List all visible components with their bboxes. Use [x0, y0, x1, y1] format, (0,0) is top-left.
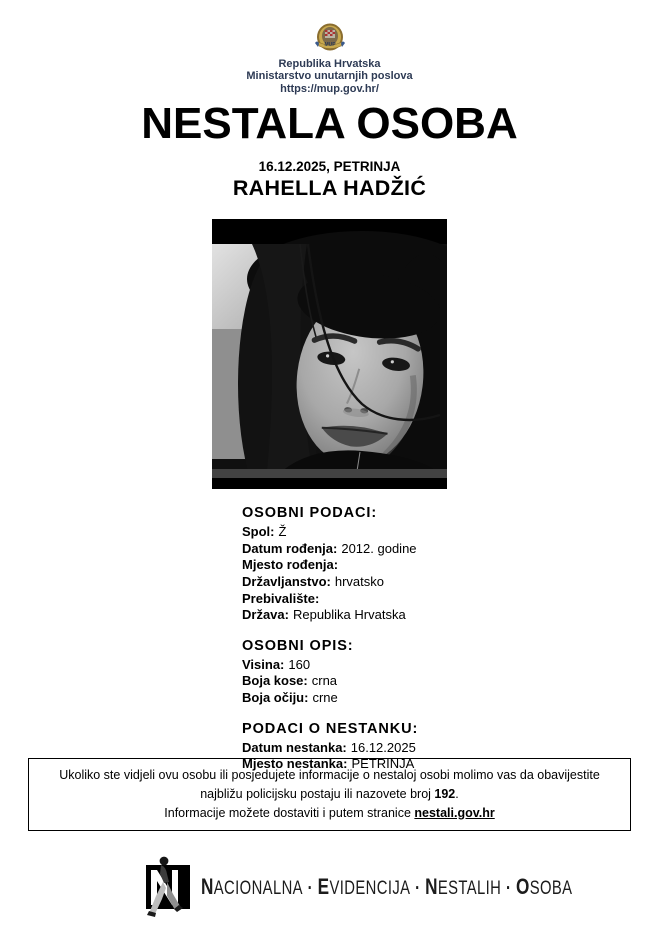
row-value: Ž [278, 524, 287, 540]
section-heading: OSOBNI PODACI: [242, 505, 378, 522]
contact-notice-box [28, 758, 631, 831]
info-row-boja-ociju [242, 690, 447, 707]
row-label: Spol: [242, 524, 275, 540]
info-row-prebivaliste [242, 591, 447, 608]
row-value: Republika Hrvatska [292, 607, 406, 623]
missing-person-photo [212, 219, 447, 489]
info-row-boja-kose [242, 673, 447, 690]
row-value: 160 [288, 656, 311, 672]
section-heading: PODACI O NESTANKU: [242, 720, 419, 737]
gov-url: https://mup.gov.hr/ [280, 82, 379, 95]
row-label: Boja kose: [242, 673, 308, 689]
info-row-drzavljanstvo [242, 574, 447, 591]
notice-text: Ukoliko ste vidjeli ovu osobu ili posjedujete informacije o nestaloj osobi molimo vas da obavijestite najbližu policijsku postaju ili nazovete broj [59, 768, 600, 801]
registry-logo-text [201, 874, 572, 900]
section-personal-description [242, 638, 447, 707]
row-value: PETRINJA [351, 756, 415, 772]
row-label: Boja očiju: [242, 689, 309, 705]
info-row-spol [242, 524, 447, 541]
logo-word: NACIONALNA [201, 874, 303, 899]
row-value: 2012. godine [341, 540, 417, 556]
notice-period: . [455, 786, 459, 801]
nestali-gov-hr-link[interactable]: nestali.gov.hr [414, 805, 495, 820]
logo-separator: · [505, 878, 512, 899]
row-value: crna [311, 673, 338, 689]
info-column [212, 505, 447, 773]
row-label: Datum rođenja: [242, 540, 338, 556]
gov-header [0, 0, 659, 95]
row-value: crne [312, 689, 338, 705]
row-label: Visina: [242, 656, 285, 672]
notice-text-2: Informacije možete dostaviti i putem stranice [164, 805, 411, 820]
info-row-datum-nestanka [242, 740, 447, 757]
row-label: Prebivalište: [242, 590, 320, 606]
row-label: Mjesto nestanka: [242, 756, 348, 772]
row-label: Datum nestanka: [242, 739, 347, 755]
svg-text:MUP: MUP [323, 42, 336, 49]
row-label: Mjesto rođenja: [242, 557, 339, 573]
logo-word: NESTALIH [425, 874, 502, 899]
emergency-phone-number: 192 [434, 786, 456, 801]
row-value: 16.12.2025 [350, 739, 416, 755]
info-row-mjesto-rodjenja [242, 557, 447, 574]
logo-separator: · [307, 878, 313, 899]
info-row-drzava [242, 607, 447, 624]
row-label: Država: [242, 607, 289, 623]
national-registry-logo [143, 856, 659, 918]
gov-line-country: Republika Hrvatska [278, 58, 381, 70]
logo-word: EVIDENCIJA [317, 874, 411, 899]
page-title: NESTALA OSOBA [141, 99, 518, 149]
gov-line-ministry: Ministarstvo unutarnjih poslova [246, 70, 413, 83]
logo-word: OSOBA [515, 874, 573, 899]
info-row-datum-rodjenja [242, 541, 447, 558]
logo-separator: · [415, 878, 421, 899]
disappearance-date-place: 16.12.2025, PETRINJA [258, 159, 401, 175]
section-heading: OSOBNI OPIS: [242, 637, 354, 654]
row-value: hrvatsko [334, 574, 385, 589]
row-label: Državljanstvo: [242, 574, 331, 589]
walking-person-icon [143, 856, 193, 918]
info-row-visina [242, 657, 447, 674]
section-personal-data [242, 505, 447, 624]
mup-emblem-icon [0, 22, 659, 57]
person-name: RAHELLA HADŽIĆ [232, 176, 427, 201]
